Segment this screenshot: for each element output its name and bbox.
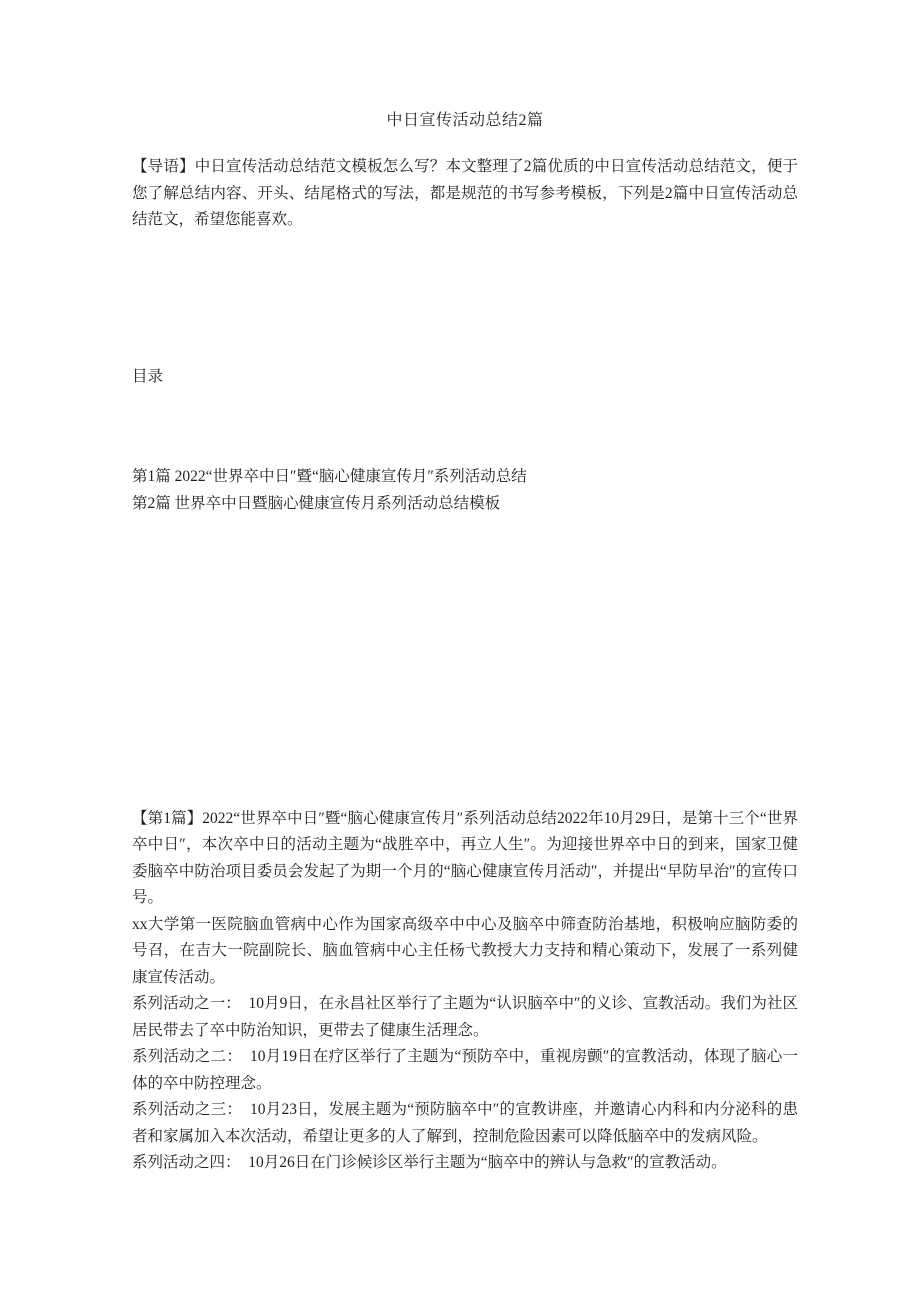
toc-item-2: 第2篇 世界卒中日暨脑心健康宣传月系列活动总结模板: [132, 494, 501, 512]
article-paragraph-6: 系列活动之四： 10月26日在门诊候诊区举行主题为“脑卒中的辨认与急救″的宣教活动。: [132, 1154, 727, 1171]
toc-heading: 目录: [132, 367, 164, 385]
document-title: 中日宣传活动总结2篇: [386, 112, 544, 129]
article-paragraph-5: 系列活动之三： 10月23日，发展主题为“预防脑卒中″的宣教讲座，并邀请心内科和内分泌科的患者和家属加入本次活动，希望让更多的人了解到，控制危险因素可以降低脑卒中的发病风险。: [132, 1101, 798, 1145]
article-paragraph-2: xx大学第一医院脑血管病中心作为国家高级卒中中心及脑卒中筛查防治基地，积极响应脑防委的号召，在吉大一院副院长、脑血管病中心主任杨弋教授大力支持和精心策动下，发展了一系列健康宣传活动。: [132, 915, 798, 986]
toc-item-1: 第1篇 2022“世界卒中日″暨“脑心健康宣传月″系列活动总结: [132, 467, 527, 485]
article-paragraph-4: 系列活动之二： 10月19日在疗区举行了主题为“预防卒中，重视房颤″的宣教活动，体现了脑心一体的卒中防控理念。: [132, 1048, 798, 1092]
article-body: [132, 806, 798, 1177]
article-paragraph-1: 【第1篇】2022“世界卒中日″暨“脑心健康宣传月″系列活动总结2022年10月29日，是第十三个“世界卒中日″，本次卒中日的活动主题为“战胜卒中，再立人生″。为迎接世界卒中日的到来，国家卫健委脑卒中防治项目委员会发起了为期一个月的“脑心健康宣传月活动″，并提出“早防早治″的宣传口号。: [132, 809, 798, 906]
article-paragraph-3: 系列活动之一： 10月9日，在永昌社区举行了主题为“认识脑卒中″的义诊、宣教活动。我们为社区居民带去了卒中防治知识，更带去了健康生活理念。: [132, 995, 798, 1039]
intro-paragraph: 【导语】中日宣传活动总结范文模板怎么写？本文整理了2篇优质的中日宣传活动总结范文，便于您了解总结内容、开头、结尾格式的写法，都是规范的书写参考模板，下列是2篇中日宣传活动总结范文，希望您能喜欢。: [132, 158, 798, 228]
toc-list: [132, 463, 798, 517]
document-content: [132, 0, 798, 1177]
